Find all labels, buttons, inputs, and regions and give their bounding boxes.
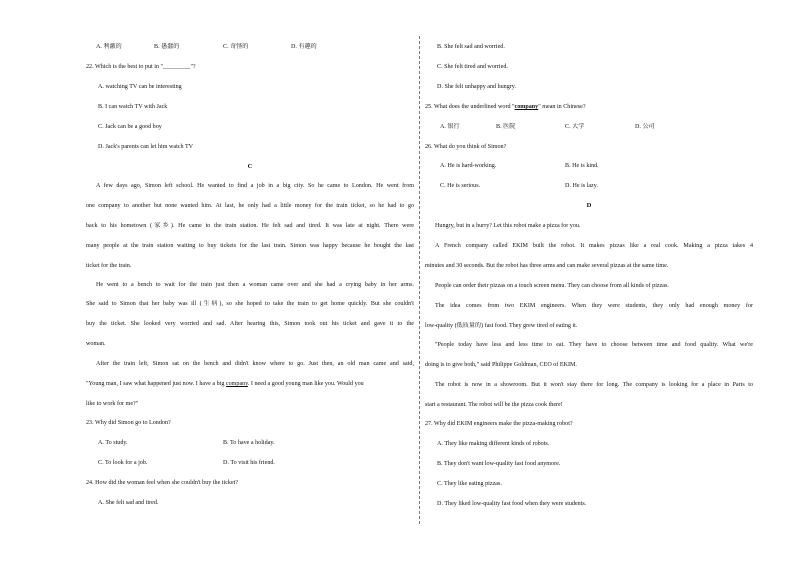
q25-option-d: D. 公司 xyxy=(635,124,655,130)
passage-d-line: The idea comes from two EKIM engineers. When they were students, they only had enough money for xyxy=(435,303,753,309)
passage-c-line: many people at the train station waiting to buy tickets for the last train. Simon was happy because he bought the last xyxy=(86,243,414,249)
q22-option-a: A. watching TV can be interesting xyxy=(98,84,182,90)
q26-option-c: C. He is serious. xyxy=(440,183,481,189)
q25-underlined-word: company xyxy=(514,104,539,110)
q25-option-c: C. 大学 xyxy=(565,124,585,130)
section-c-heading: C xyxy=(247,163,253,170)
q24-stem: 24. How did the woman feel when she couldn't buy the ticket? xyxy=(86,480,239,486)
passage-d-line: low-quality (低质量的) fast food. They grew tired of eating it. xyxy=(425,323,578,329)
passage-d-line: Hungry, but in a hurry? Let this robot make a pizza for you. xyxy=(435,223,581,229)
passage-d-line: minutes and 30 seconds. But the robot has three arms and can make several pizzas at the same time. xyxy=(425,263,669,269)
passage-c-line: She said to Simon that her baby was ill (生病), so she hoped to take the train to get home quickly. But she couldn't xyxy=(86,301,414,307)
q23-options-row2 xyxy=(86,459,414,467)
q25-stem-text: " mean in Chinese? xyxy=(538,104,586,110)
passage-d-line: start a restaurant. The robot will be the pizza cook there! xyxy=(425,402,563,408)
q23-stem: 23. Why did Simon go to London? xyxy=(86,420,171,426)
column-divider xyxy=(419,36,420,524)
q24-option-c: C. She felt tired and worried. xyxy=(437,64,508,70)
q23-option-a: A. To study. xyxy=(98,440,128,446)
passage-d-line: The robot is now in a showroom. But it won't stay there for long. The company is looking for a place in Paris to xyxy=(435,382,753,388)
q23-option-d: D. To visit his friend. xyxy=(223,460,275,466)
passage-c-text: . I need a good young man like you. Would you xyxy=(247,381,364,387)
q21-option-d: D. 有趣的 xyxy=(291,44,317,50)
underlined-word-company: company xyxy=(225,381,248,387)
passage-d-line: doing is to give both," said Philippe Goldman, CEO of EKIM. xyxy=(425,362,577,368)
passage-c-line: buy the ticket. She looked very worried and sad. After hearing this, Simon took out his ticket and gave it to the xyxy=(86,321,414,327)
q26-stem: 26. What do you think of Simon? xyxy=(425,144,507,150)
q24-option-d: D. She felt unhappy and hungry. xyxy=(437,84,516,90)
q22-option-b: B. I can watch TV with Jack xyxy=(98,104,168,110)
passage-d-line: "People today have less and less time to eat. They have to choose between time and food quality. What we're xyxy=(435,342,753,348)
passage-d-line: A French company called EKIM built the robot. It makes pizzas like a real cook. Making a pizza takes 4 xyxy=(435,243,753,249)
q26-option-d: D. He is lazy. xyxy=(565,183,598,189)
q22-option-c: C. Jack can be a good boy xyxy=(98,124,162,130)
passage-c-line-company xyxy=(86,380,414,388)
q27-option-c: C. They like eating pizzas. xyxy=(437,481,502,487)
q26-options-row2 xyxy=(425,182,753,190)
section-d-heading: D xyxy=(586,202,592,209)
passage-c-line: back to his hometown (家乡). He came to the train station. He felt sad and tired. It was late at night. There were xyxy=(86,223,414,229)
q26-option-b: B. He is kind. xyxy=(565,163,599,169)
q23-options-row1 xyxy=(86,439,414,447)
q27-option-b: B. They don't want low-quality fast food anymore. xyxy=(437,461,561,467)
q22-stem: 22. Which is the best to put in "_________"? xyxy=(86,64,196,70)
passage-c-line: A few days ago, Simon left school. He wanted to find a job in a big city. So he came to London. He went from xyxy=(96,183,414,189)
q21-option-b: B. 愚蠢的 xyxy=(154,44,180,50)
q25-option-a: A. 银行 xyxy=(440,124,460,130)
q23-option-b: B. To have a holiday. xyxy=(223,440,275,446)
q25-stem-text: 25. What does the underlined word " xyxy=(425,104,515,110)
q24-option-a: A. She felt sad and tired. xyxy=(98,500,159,506)
q21-option-c: C. 奇怪的 xyxy=(223,44,249,50)
passage-c-text: "Young man, I saw what happened just now. I have a big xyxy=(86,381,226,387)
passage-d-line: People can order their pizzas on a touch screen menu. They can choose from all kinds of pizzas. xyxy=(435,283,669,289)
passage-c-line: He went to a bench to wait for the train just then a woman came over and she had a crying baby in her arms. xyxy=(96,282,414,288)
q25-option-b: B. 医院 xyxy=(496,124,516,130)
q27-option-a: A. They like making different kinds of robots. xyxy=(437,441,550,447)
q25-stem xyxy=(425,103,753,111)
q21-options-row xyxy=(86,43,414,51)
passage-c-line: one company to another but none wanted him. At last, he only had a little money for the train ticket, so he had to go xyxy=(86,203,414,209)
q27-option-d: D. They liked low-quality fast food when they were students. xyxy=(437,501,587,507)
passage-c-line: ticket for the train. xyxy=(86,263,132,269)
passage-c-line: After the train left, Simon sat on the bench and didn't know where to go. Just then, an old man came and said, xyxy=(96,361,414,367)
q26-option-a: A. He is hard-working. xyxy=(440,163,497,169)
q25-options-row xyxy=(425,123,753,131)
q21-option-a: A. 利激的 xyxy=(96,44,122,50)
q22-option-d: D. Jack's parents can let him watch TV xyxy=(98,144,194,150)
passage-c-line: woman. xyxy=(86,341,106,347)
q23-option-c: C. To look for a job. xyxy=(98,460,148,466)
q27-stem: 27. Why did EKIM engineers make the pizza-making robot? xyxy=(425,421,573,427)
q26-options-row1 xyxy=(425,162,753,170)
passage-c-line: like to work for me?" xyxy=(86,401,139,407)
q24-option-b: B. She felt sad and worried. xyxy=(437,44,505,50)
